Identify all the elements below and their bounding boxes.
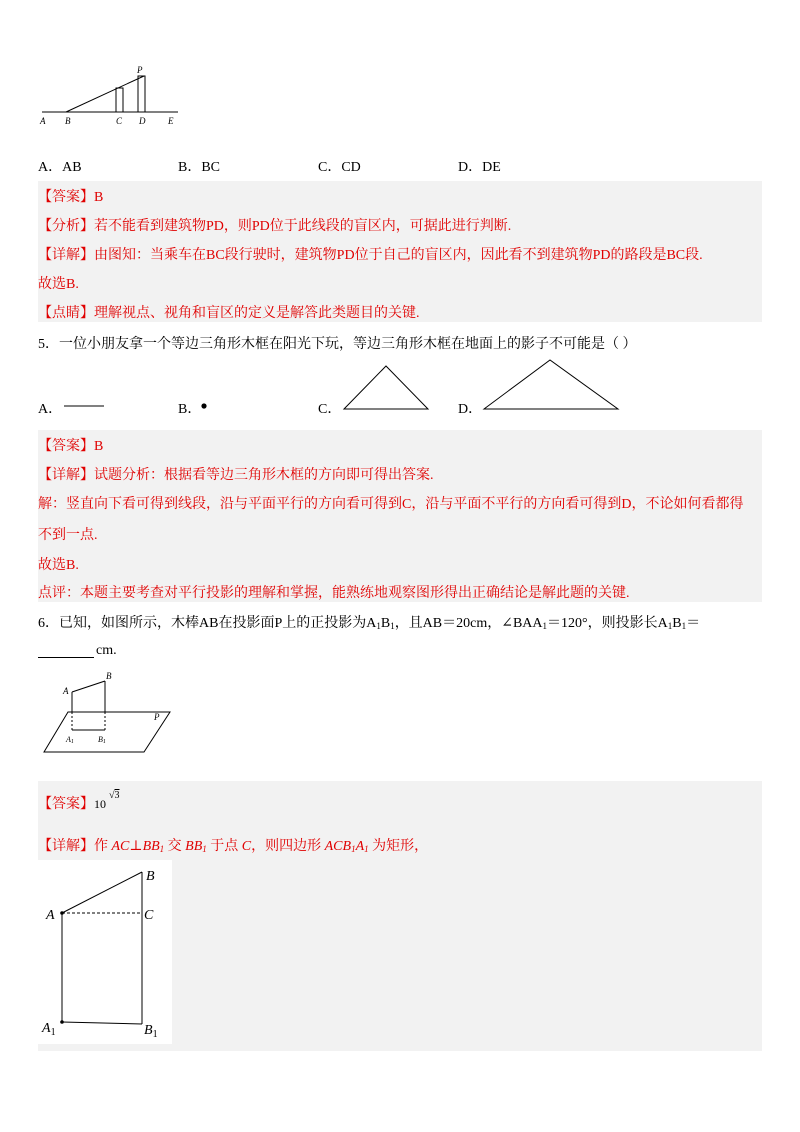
q4-label-e: E [168, 116, 174, 126]
q5-comment: 点评：本题主要考查对平行投影的理解和掌握，能熟练地观察图形得出正确结论是解此题的关键. [38, 586, 630, 601]
q4-label-b: B [65, 116, 71, 126]
q6-fig-label-b1: B1 [98, 735, 106, 745]
q5-option-d: D． [458, 402, 483, 417]
q6-diag-label-b: B [146, 869, 155, 884]
q4-conclusion: 故选B. [38, 277, 79, 292]
q4-option-b: B．BC [178, 160, 221, 175]
q6-stem: 6．已知，如图所示，木棒AB在投影面P上的正投影为$A_1B_1$，且AB＝20cm，$\angle BAA_1=120^\circ$，则投影长$A_1B_1=$ [38, 616, 701, 631]
q5-option-b: B． [178, 402, 202, 417]
q4-answer: 【答案】B [38, 190, 104, 205]
q6-answer: 【答案】$10^{√3}$ [38, 790, 120, 812]
q5-option-a: A． [38, 402, 63, 417]
q6-answer-radical: √3 [109, 790, 120, 801]
q6-fig-label-b: B [106, 671, 112, 681]
q4-label-d: D [139, 116, 146, 126]
q6-fig-label-a: A [63, 686, 69, 696]
q5-detail: 【详解】试题分析：根据看等边三角形木框的方向即可得出答案. [38, 468, 434, 483]
q6-blank-unit: cm. [96, 643, 117, 658]
q4-detail: 【详解】由图知：当乘车在BC段行驶时，建筑物PD位于自己的盲区内，因此看不到建筑物PD的路段是BC段. [38, 248, 703, 263]
q5-option-d-triangle [478, 356, 624, 414]
q5-solution-line1: 解：竖直向下看可得到线段，沿与平面平行的方向看可得到C，沿与平面不平行的方向看可得到D，不论如何看都得 [38, 497, 744, 512]
q5-answer: 【答案】B [38, 439, 104, 454]
q6-detail: 【详解】作 $AC\perp BB_1$ 交 $BB_1$ 于点 C，则四边形 $ACB_1A_1$ 为矩形， [38, 839, 429, 854]
q5-conclusion: 故选B. [38, 558, 79, 573]
q4-comment: 【点睛】理解视点、视角和盲区的定义是解答此类题目的关键. [38, 306, 420, 321]
q6-solution-diagram [38, 860, 172, 1044]
q4-label-a: A [40, 116, 46, 126]
q5-solution-line2: 不到一点. [38, 528, 98, 543]
q6-fig-label-p: P [154, 712, 160, 722]
q6-figure [40, 668, 175, 758]
q5-option-c: C． [318, 402, 342, 417]
q4-option-c: C．CD [318, 160, 361, 175]
q4-figure [36, 62, 186, 128]
q6-diag-label-b1: $B_1$ [144, 1023, 158, 1040]
q5-answer-box [38, 430, 762, 602]
q4-option-d: D．DE [458, 160, 501, 175]
q6-diag-label-c: C [144, 908, 154, 923]
q5-option-c-triangle [338, 360, 432, 414]
q4-label-p: P [137, 65, 143, 75]
q6-diag-label-a1: $A_1$ [42, 1021, 56, 1038]
q4-label-c: C [116, 116, 123, 126]
q4-analysis: 【分析】若不能看到建筑物PD，则PD位于此线段的盲区内，可据此进行判断. [38, 219, 512, 234]
q6-fig-label-a1: A1 [66, 735, 74, 745]
q4-option-a: A．AB [38, 160, 82, 175]
q5-stem: 5．一位小朋友拿一个等边三角形木框在阳光下玩，等边三角形木框在地面上的影子不可能是（ ） [38, 337, 637, 352]
q6-diag-label-a: A [46, 908, 55, 923]
q5-option-a-segment [62, 400, 106, 412]
q5-option-b-dot [198, 400, 210, 412]
q6-answer-blank[interactable] [38, 656, 94, 658]
